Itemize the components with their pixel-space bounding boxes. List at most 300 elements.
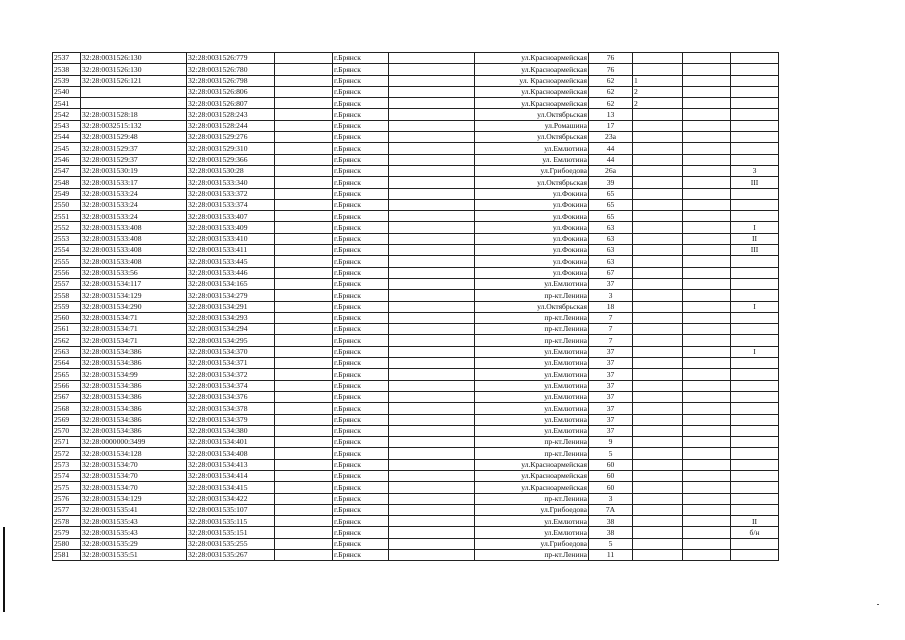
- blank-cell: [389, 245, 475, 256]
- blank-cell: [275, 538, 333, 549]
- entrance-cell: [633, 290, 683, 301]
- blank-cell: [275, 403, 333, 414]
- object-cadastral-cell: 32:28:0031534:401: [187, 437, 275, 448]
- street-cell: ул.Ромашина: [475, 120, 589, 131]
- blank-cell: [683, 459, 731, 470]
- house-number-cell: 37: [589, 403, 633, 414]
- city-cell: г.Брянск: [333, 414, 389, 425]
- entrance-cell: [633, 437, 683, 448]
- blank-cell: [389, 482, 475, 493]
- city-cell: г.Брянск: [333, 109, 389, 120]
- city-cell: г.Брянск: [333, 267, 389, 278]
- entrance-cell: [633, 493, 683, 504]
- row-number-cell: 2542: [53, 109, 81, 120]
- blank-cell: [275, 154, 333, 165]
- blank-cell: [683, 504, 731, 515]
- apartment-cell: [731, 75, 779, 86]
- street-cell: ул.Емлютина: [475, 425, 589, 436]
- street-cell: ул.Емлютина: [475, 346, 589, 357]
- object-cadastral-cell: 32:28:0031533:446: [187, 267, 275, 278]
- house-number-cell: 3: [589, 493, 633, 504]
- blank-cell: [275, 312, 333, 323]
- table-row: [53, 391, 779, 402]
- parcel-cadastral-cell: 32:28:0031534:386: [81, 380, 187, 391]
- object-cadastral-cell: 32:28:0031534:374: [187, 380, 275, 391]
- apartment-cell: [731, 98, 779, 109]
- city-cell: г.Брянск: [333, 143, 389, 154]
- entrance-cell: [633, 53, 683, 64]
- object-cadastral-cell: 32:28:0031533:409: [187, 222, 275, 233]
- parcel-cadastral-cell: 32:28:0031535:43: [81, 516, 187, 527]
- row-number-cell: 2562: [53, 335, 81, 346]
- blank-cell: [275, 120, 333, 131]
- apartment-cell: [731, 437, 779, 448]
- house-number-cell: 60: [589, 482, 633, 493]
- parcel-cadastral-cell: 32:28:0031534:290: [81, 301, 187, 312]
- apartment-cell: [731, 120, 779, 131]
- table-row: [53, 98, 779, 109]
- blank-cell: [275, 165, 333, 176]
- row-number-cell: 2553: [53, 233, 81, 244]
- object-cadastral-cell: 32:28:0031533:340: [187, 177, 275, 188]
- apartment-cell: [731, 211, 779, 222]
- apartment-cell: [731, 459, 779, 470]
- city-cell: г.Брянск: [333, 493, 389, 504]
- house-number-cell: 5: [589, 538, 633, 549]
- object-cadastral-cell: 32:28:0031530:28: [187, 165, 275, 176]
- parcel-cadastral-cell: 32:28:0031534:117: [81, 278, 187, 289]
- blank-cell: [683, 335, 731, 346]
- row-number-cell: 2577: [53, 504, 81, 515]
- street-cell: ул.Грибоедова: [475, 504, 589, 515]
- apartment-cell: II: [731, 516, 779, 527]
- row-number-cell: 2547: [53, 165, 81, 176]
- blank-cell: [389, 109, 475, 120]
- table-row: [53, 550, 779, 561]
- parcel-cadastral-cell: 32:28:0031534:99: [81, 369, 187, 380]
- street-cell: пр-кт.Ленина: [475, 550, 589, 561]
- house-number-cell: 37: [589, 358, 633, 369]
- blank-cell: [683, 437, 731, 448]
- house-number-cell: 17: [589, 120, 633, 131]
- house-number-cell: 62: [589, 98, 633, 109]
- parcel-cadastral-cell: 32:28:0031534:129: [81, 493, 187, 504]
- blank-cell: [389, 369, 475, 380]
- row-number-cell: 2566: [53, 380, 81, 391]
- blank-cell: [683, 403, 731, 414]
- blank-cell: [683, 550, 731, 561]
- row-number-cell: 2578: [53, 516, 81, 527]
- table-row: [53, 86, 779, 97]
- apartment-cell: [731, 470, 779, 481]
- street-cell: ул.Емлютина: [475, 527, 589, 538]
- house-number-cell: 9: [589, 437, 633, 448]
- parcel-cadastral-cell: 32:28:0031533:17: [81, 177, 187, 188]
- blank-cell: [683, 75, 731, 86]
- city-cell: г.Брянск: [333, 53, 389, 64]
- parcel-cadastral-cell: 32:28:0031533:408: [81, 245, 187, 256]
- entrance-cell: [633, 504, 683, 515]
- parcel-cadastral-cell: 32:28:0031534:386: [81, 346, 187, 357]
- blank-cell: [389, 98, 475, 109]
- blank-cell: [389, 312, 475, 323]
- parcel-cadastral-cell: 32:28:0031533:24: [81, 211, 187, 222]
- apartment-cell: [731, 64, 779, 75]
- city-cell: г.Брянск: [333, 233, 389, 244]
- street-cell: ул.Красноармейская: [475, 482, 589, 493]
- object-cadastral-cell: 32:28:0031535:267: [187, 550, 275, 561]
- city-cell: г.Брянск: [333, 538, 389, 549]
- scan-margin-mark: [3, 527, 5, 612]
- street-cell: пр-кт.Ленина: [475, 324, 589, 335]
- apartment-cell: [731, 391, 779, 402]
- parcel-cadastral-cell: 32:28:0031534:129: [81, 290, 187, 301]
- blank-cell: [275, 188, 333, 199]
- entrance-cell: [633, 64, 683, 75]
- house-number-cell: 7: [589, 324, 633, 335]
- city-cell: г.Брянск: [333, 448, 389, 459]
- city-cell: г.Брянск: [333, 278, 389, 289]
- blank-cell: [389, 459, 475, 470]
- apartment-cell: [731, 504, 779, 515]
- blank-cell: [683, 233, 731, 244]
- entrance-cell: [633, 188, 683, 199]
- house-number-cell: 63: [589, 222, 633, 233]
- parcel-cadastral-cell: 32:28:0031533:408: [81, 222, 187, 233]
- row-number-cell: 2537: [53, 53, 81, 64]
- entrance-cell: [633, 346, 683, 357]
- parcel-cadastral-cell: 32:28:0031534:386: [81, 391, 187, 402]
- table-row: [53, 256, 779, 267]
- blank-cell: [389, 335, 475, 346]
- table-row: [53, 324, 779, 335]
- parcel-cadastral-cell: [81, 98, 187, 109]
- blank-cell: [389, 222, 475, 233]
- street-cell: ул.Красноармейская: [475, 470, 589, 481]
- parcel-cadastral-cell: 32:28:0031529:37: [81, 154, 187, 165]
- table-row: [53, 448, 779, 459]
- table-row: [53, 75, 779, 86]
- house-number-cell: 60: [589, 459, 633, 470]
- blank-cell: [389, 301, 475, 312]
- row-number-cell: 2559: [53, 301, 81, 312]
- street-cell: ул.Грибоедова: [475, 165, 589, 176]
- table-row: [53, 165, 779, 176]
- row-number-cell: 2548: [53, 177, 81, 188]
- house-number-cell: 63: [589, 245, 633, 256]
- blank-cell: [389, 165, 475, 176]
- blank-cell: [389, 403, 475, 414]
- street-cell: ул.Фокина: [475, 222, 589, 233]
- apartment-cell: [731, 414, 779, 425]
- city-cell: г.Брянск: [333, 64, 389, 75]
- city-cell: г.Брянск: [333, 301, 389, 312]
- blank-cell: [683, 369, 731, 380]
- object-cadastral-cell: 32:28:0031534:413: [187, 459, 275, 470]
- city-cell: г.Брянск: [333, 154, 389, 165]
- blank-cell: [683, 86, 731, 97]
- object-cadastral-cell: 32:28:0031534:370: [187, 346, 275, 357]
- city-cell: г.Брянск: [333, 324, 389, 335]
- city-cell: г.Брянск: [333, 98, 389, 109]
- entrance-cell: [633, 143, 683, 154]
- table-row: [53, 516, 779, 527]
- row-number-cell: 2540: [53, 86, 81, 97]
- entrance-cell: [633, 132, 683, 143]
- object-cadastral-cell: 32:28:0031534:408: [187, 448, 275, 459]
- parcel-cadastral-cell: [81, 86, 187, 97]
- blank-cell: [683, 64, 731, 75]
- object-cadastral-cell: 32:28:0031535:151: [187, 527, 275, 538]
- object-cadastral-cell: 32:28:0031526:798: [187, 75, 275, 86]
- apartment-cell: [731, 482, 779, 493]
- street-cell: ул.Фокина: [475, 211, 589, 222]
- row-number-cell: 2572: [53, 448, 81, 459]
- apartment-cell: [731, 199, 779, 210]
- street-cell: ул.Фокина: [475, 256, 589, 267]
- parcel-cadastral-cell: 32:28:0031529:37: [81, 143, 187, 154]
- row-number-cell: 2580: [53, 538, 81, 549]
- object-cadastral-cell: 32:28:0031526:807: [187, 98, 275, 109]
- object-cadastral-cell: 32:28:0031533:407: [187, 211, 275, 222]
- entrance-cell: [633, 233, 683, 244]
- table-row: [53, 177, 779, 188]
- apartment-cell: [731, 267, 779, 278]
- blank-cell: [389, 177, 475, 188]
- blank-cell: [683, 267, 731, 278]
- city-cell: г.Брянск: [333, 504, 389, 515]
- row-number-cell: 2544: [53, 132, 81, 143]
- street-cell: ул.Емлютина: [475, 414, 589, 425]
- blank-cell: [275, 222, 333, 233]
- apartment-cell: [731, 109, 779, 120]
- city-cell: г.Брянск: [333, 527, 389, 538]
- blank-cell: [389, 64, 475, 75]
- row-number-cell: 2541: [53, 98, 81, 109]
- blank-cell: [389, 290, 475, 301]
- row-number-cell: 2543: [53, 120, 81, 131]
- city-cell: г.Брянск: [333, 516, 389, 527]
- table-row: [53, 132, 779, 143]
- blank-cell: [389, 470, 475, 481]
- city-cell: г.Брянск: [333, 437, 389, 448]
- object-cadastral-cell: 32:28:0031534:422: [187, 493, 275, 504]
- blank-cell: [275, 64, 333, 75]
- blank-cell: [389, 267, 475, 278]
- blank-cell: [683, 199, 731, 210]
- parcel-cadastral-cell: 32:28:0031535:41: [81, 504, 187, 515]
- apartment-cell: [731, 403, 779, 414]
- parcel-cadastral-cell: 32:28:0031533:408: [81, 256, 187, 267]
- city-cell: г.Брянск: [333, 120, 389, 131]
- row-number-cell: 2556: [53, 267, 81, 278]
- blank-cell: [275, 75, 333, 86]
- row-number-cell: 2567: [53, 391, 81, 402]
- blank-cell: [389, 233, 475, 244]
- row-number-cell: 2539: [53, 75, 81, 86]
- register-table: [52, 52, 779, 561]
- city-cell: г.Брянск: [333, 369, 389, 380]
- house-number-cell: 67: [589, 267, 633, 278]
- blank-cell: [275, 414, 333, 425]
- city-cell: г.Брянск: [333, 86, 389, 97]
- blank-cell: [389, 154, 475, 165]
- blank-cell: [683, 358, 731, 369]
- object-cadastral-cell: 32:28:0031533:372: [187, 188, 275, 199]
- house-number-cell: 37: [589, 391, 633, 402]
- entrance-cell: [633, 109, 683, 120]
- entrance-cell: [633, 177, 683, 188]
- street-cell: ул.Октябрьская: [475, 109, 589, 120]
- house-number-cell: 44: [589, 154, 633, 165]
- city-cell: г.Брянск: [333, 211, 389, 222]
- city-cell: г.Брянск: [333, 199, 389, 210]
- apartment-cell: I: [731, 301, 779, 312]
- entrance-cell: [633, 391, 683, 402]
- table-row: [53, 120, 779, 131]
- blank-cell: [683, 177, 731, 188]
- street-cell: ул.Красноармейская: [475, 98, 589, 109]
- city-cell: г.Брянск: [333, 482, 389, 493]
- row-number-cell: 2555: [53, 256, 81, 267]
- street-cell: ул.Фокина: [475, 245, 589, 256]
- table-row: [53, 143, 779, 154]
- apartment-cell: [731, 425, 779, 436]
- apartment-cell: [731, 278, 779, 289]
- entrance-cell: [633, 527, 683, 538]
- apartment-cell: [731, 143, 779, 154]
- blank-cell: [275, 98, 333, 109]
- blank-cell: [683, 143, 731, 154]
- apartment-cell: [731, 369, 779, 380]
- blank-cell: [275, 516, 333, 527]
- apartment-cell: б/н: [731, 527, 779, 538]
- apartment-cell: [731, 154, 779, 165]
- blank-cell: [389, 358, 475, 369]
- entrance-cell: [633, 312, 683, 323]
- apartment-cell: [731, 132, 779, 143]
- table-row: [53, 222, 779, 233]
- street-cell: ул.Красноармейская: [475, 64, 589, 75]
- object-cadastral-cell: 32:28:0031529:310: [187, 143, 275, 154]
- parcel-cadastral-cell: 32:28:0031534:71: [81, 312, 187, 323]
- house-number-cell: 26а: [589, 165, 633, 176]
- row-number-cell: 2565: [53, 369, 81, 380]
- street-cell: ул.Емлютина: [475, 403, 589, 414]
- table-row: [53, 245, 779, 256]
- entrance-cell: [633, 369, 683, 380]
- apartment-cell: III: [731, 177, 779, 188]
- object-cadastral-cell: 32:28:0031533:374: [187, 199, 275, 210]
- parcel-cadastral-cell: 32:28:0031529:48: [81, 132, 187, 143]
- apartment-cell: [731, 256, 779, 267]
- parcel-cadastral-cell: 32:28:0031535:29: [81, 538, 187, 549]
- blank-cell: [683, 516, 731, 527]
- street-cell: ул.Красноармейская: [475, 53, 589, 64]
- row-number-cell: 2552: [53, 222, 81, 233]
- object-cadastral-cell: 32:28:0031534:415: [187, 482, 275, 493]
- city-cell: г.Брянск: [333, 550, 389, 561]
- entrance-cell: [633, 550, 683, 561]
- city-cell: г.Брянск: [333, 177, 389, 188]
- table-row: [53, 278, 779, 289]
- city-cell: г.Брянск: [333, 188, 389, 199]
- city-cell: г.Брянск: [333, 312, 389, 323]
- house-number-cell: 44: [589, 143, 633, 154]
- city-cell: г.Брянск: [333, 75, 389, 86]
- apartment-cell: [731, 380, 779, 391]
- blank-cell: [275, 482, 333, 493]
- blank-cell: [389, 120, 475, 131]
- blank-cell: [683, 109, 731, 120]
- blank-cell: [275, 448, 333, 459]
- parcel-cadastral-cell: 32:28:0031534:70: [81, 482, 187, 493]
- table-row: [53, 188, 779, 199]
- row-number-cell: 2554: [53, 245, 81, 256]
- blank-cell: [683, 301, 731, 312]
- street-cell: ул.Емлютина: [475, 516, 589, 527]
- table-row: [53, 403, 779, 414]
- blank-cell: [389, 437, 475, 448]
- entrance-cell: [633, 482, 683, 493]
- blank-cell: [683, 256, 731, 267]
- street-cell: ул.Октябрьская: [475, 177, 589, 188]
- parcel-cadastral-cell: 32:28:0031534:71: [81, 324, 187, 335]
- register-body: [53, 53, 779, 561]
- object-cadastral-cell: 32:28:0031534:295: [187, 335, 275, 346]
- house-number-cell: 37: [589, 278, 633, 289]
- blank-cell: [389, 391, 475, 402]
- object-cadastral-cell: 32:28:0031534:378: [187, 403, 275, 414]
- blank-cell: [389, 448, 475, 459]
- apartment-cell: [731, 53, 779, 64]
- parcel-cadastral-cell: 32:28:0031533:24: [81, 188, 187, 199]
- entrance-cell: 2: [633, 98, 683, 109]
- object-cadastral-cell: 32:28:0031528:244: [187, 120, 275, 131]
- object-cadastral-cell: 32:28:0031526:779: [187, 53, 275, 64]
- object-cadastral-cell: 32:28:0031535:115: [187, 516, 275, 527]
- blank-cell: [275, 380, 333, 391]
- house-number-cell: 62: [589, 75, 633, 86]
- table-row: [53, 64, 779, 75]
- apartment-cell: [731, 290, 779, 301]
- blank-cell: [683, 165, 731, 176]
- scan-speck: [877, 604, 879, 605]
- blank-cell: [275, 527, 333, 538]
- house-number-cell: 7: [589, 335, 633, 346]
- blank-cell: [389, 550, 475, 561]
- house-number-cell: 76: [589, 53, 633, 64]
- parcel-cadastral-cell: 32:28:0031526:130: [81, 53, 187, 64]
- object-cadastral-cell: 32:28:0031534:293: [187, 312, 275, 323]
- row-number-cell: 2576: [53, 493, 81, 504]
- blank-cell: [389, 132, 475, 143]
- row-number-cell: 2574: [53, 470, 81, 481]
- house-number-cell: 38: [589, 527, 633, 538]
- object-cadastral-cell: 32:28:0031526:806: [187, 86, 275, 97]
- blank-cell: [275, 177, 333, 188]
- row-number-cell: 2563: [53, 346, 81, 357]
- house-number-cell: 7А: [589, 504, 633, 515]
- blank-cell: [389, 256, 475, 267]
- city-cell: г.Брянск: [333, 346, 389, 357]
- blank-cell: [683, 211, 731, 222]
- city-cell: г.Брянск: [333, 459, 389, 470]
- blank-cell: [389, 86, 475, 97]
- table-row: [53, 527, 779, 538]
- entrance-cell: [633, 358, 683, 369]
- city-cell: г.Брянск: [333, 245, 389, 256]
